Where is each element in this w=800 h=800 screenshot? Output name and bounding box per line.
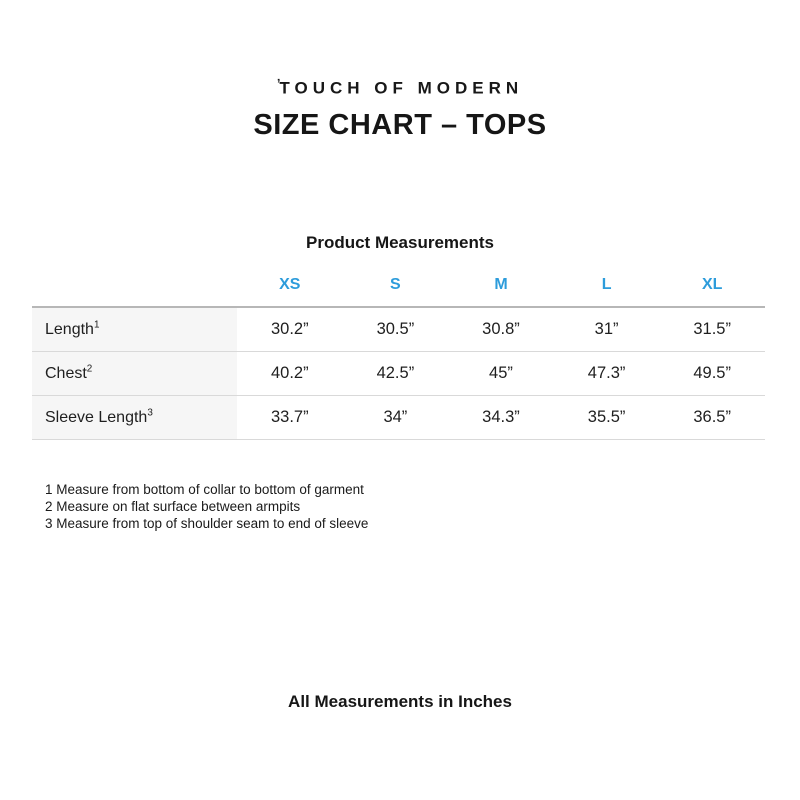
corner-cell bbox=[32, 276, 237, 307]
footnote-2: 2 Measure on flat surface between armpits bbox=[45, 499, 301, 514]
column-header-l: L bbox=[554, 276, 660, 307]
cell-sleeve-l: 35.5” bbox=[554, 396, 660, 440]
cell-sleeve-s: 34” bbox=[343, 396, 449, 440]
table-row-sleeve-length bbox=[32, 396, 765, 440]
cell-sleeve-xs: 33.7” bbox=[237, 396, 343, 440]
cell-chest-s: 42.5” bbox=[343, 352, 449, 396]
brand-logo-text: TOUCH OF MODERN bbox=[279, 78, 524, 98]
cell-chest-m: 45” bbox=[448, 352, 554, 396]
cell-length-xl: 31.5” bbox=[659, 307, 765, 352]
row-label-text: Length bbox=[45, 320, 94, 338]
cell-chest-l: 47.3” bbox=[554, 352, 660, 396]
row-label-chest bbox=[32, 352, 237, 396]
cell-length-s: 30.5” bbox=[343, 307, 449, 352]
footnotes bbox=[45, 481, 368, 532]
footnote-3: 3 Measure from top of shoulder seam to end of sleeve bbox=[45, 516, 369, 531]
row-label-text: Sleeve Length bbox=[45, 408, 148, 426]
footnote-marker: 3 bbox=[147, 407, 153, 419]
cell-sleeve-xl: 36.5” bbox=[659, 396, 765, 440]
column-header-xl: XL bbox=[659, 276, 765, 307]
cell-chest-xs: 40.2” bbox=[237, 352, 343, 396]
row-label-length bbox=[32, 307, 237, 352]
cell-length-xs: 30.2” bbox=[237, 307, 343, 352]
column-header-xs: XS bbox=[237, 276, 343, 307]
column-header-m: M bbox=[448, 276, 554, 307]
cell-length-m: 30.8” bbox=[448, 307, 554, 352]
column-header-s: S bbox=[343, 276, 449, 307]
brand-logo-tick-mark: ʼ bbox=[276, 76, 281, 91]
header-row bbox=[32, 276, 765, 307]
size-table bbox=[32, 276, 765, 440]
cell-chest-xl: 49.5” bbox=[659, 352, 765, 396]
brand-logo bbox=[0, 76, 800, 99]
footnote-marker: 1 bbox=[93, 319, 100, 331]
footnote-1: 1 Measure from bottom of collar to bottom of garment bbox=[45, 482, 364, 497]
page-title: SIZE CHART – TOPS bbox=[253, 109, 547, 141]
cell-sleeve-m: 34.3” bbox=[448, 396, 554, 440]
row-label-sleeve-length bbox=[32, 396, 237, 440]
units-note: All Measurements in Inches bbox=[288, 692, 512, 711]
size-table-header bbox=[32, 276, 765, 307]
table-row-chest bbox=[32, 352, 765, 396]
table-row-length bbox=[32, 307, 765, 352]
cell-length-l: 31” bbox=[554, 307, 660, 352]
footnote-marker: 2 bbox=[86, 363, 93, 375]
row-label-text: Chest bbox=[45, 364, 87, 382]
table-caption: Product Measurements bbox=[306, 233, 494, 252]
